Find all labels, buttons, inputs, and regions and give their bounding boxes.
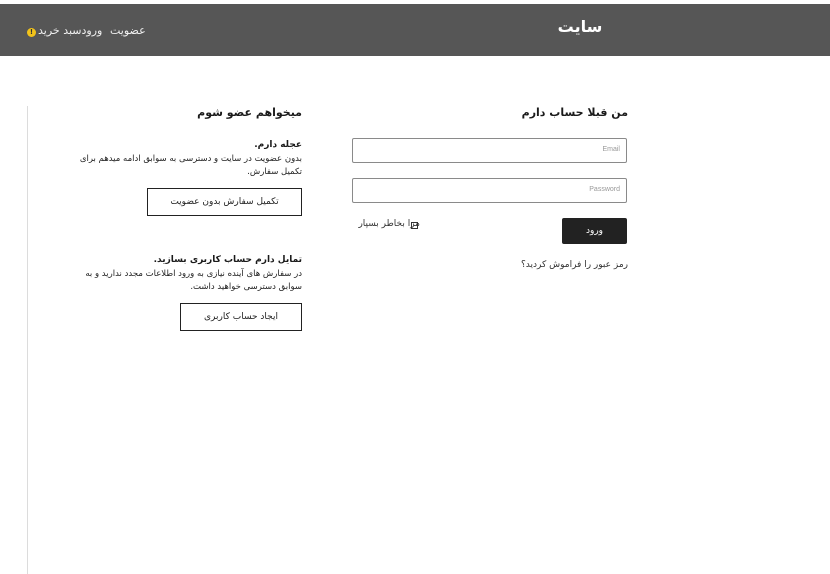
email-field[interactable]: [352, 138, 627, 163]
cart-alert-badge-icon: !: [27, 28, 36, 37]
login-button[interactable]: ورود: [562, 218, 627, 244]
nav-login-cart-link[interactable]: ورودسبد خرید: [38, 24, 103, 37]
forgot-password-link[interactable]: رمز عبور را فراموش کردید؟: [521, 260, 628, 270]
login-section-title: من قبلا حساب دارم: [521, 106, 628, 119]
column-divider: [27, 106, 28, 574]
join-section-title: میخواهم عضو شوم: [197, 106, 302, 119]
site-title[interactable]: سایت: [557, 17, 603, 36]
account-description: در سفارش های آینده نیازی به ورود اطلاعات مجدد ندارید و به سوابق دسترسی خواهید داشت.: [85, 269, 302, 292]
guest-description: بدون عضویت در سایت و دسترسی به سوابق ادامه میدهم برای تکمیل سفارش.: [79, 154, 302, 177]
guest-checkout-button[interactable]: تکمیل سفارش بدون عضویت: [147, 188, 302, 216]
password-field[interactable]: [352, 178, 627, 203]
password-placeholder: Password: [589, 186, 620, 193]
email-placeholder: Email: [602, 146, 620, 153]
account-heading: تمایل دارم حساب کاربری بسازید.: [153, 255, 302, 265]
remember-me-label: مرا بخاطر بسپار: [358, 219, 420, 229]
site-header: [0, 4, 830, 56]
nav-register-link[interactable]: عضویت: [110, 24, 146, 37]
create-account-button[interactable]: ایجاد حساب کاربری: [180, 303, 302, 331]
guest-heading: عجله دارم.: [254, 140, 302, 150]
